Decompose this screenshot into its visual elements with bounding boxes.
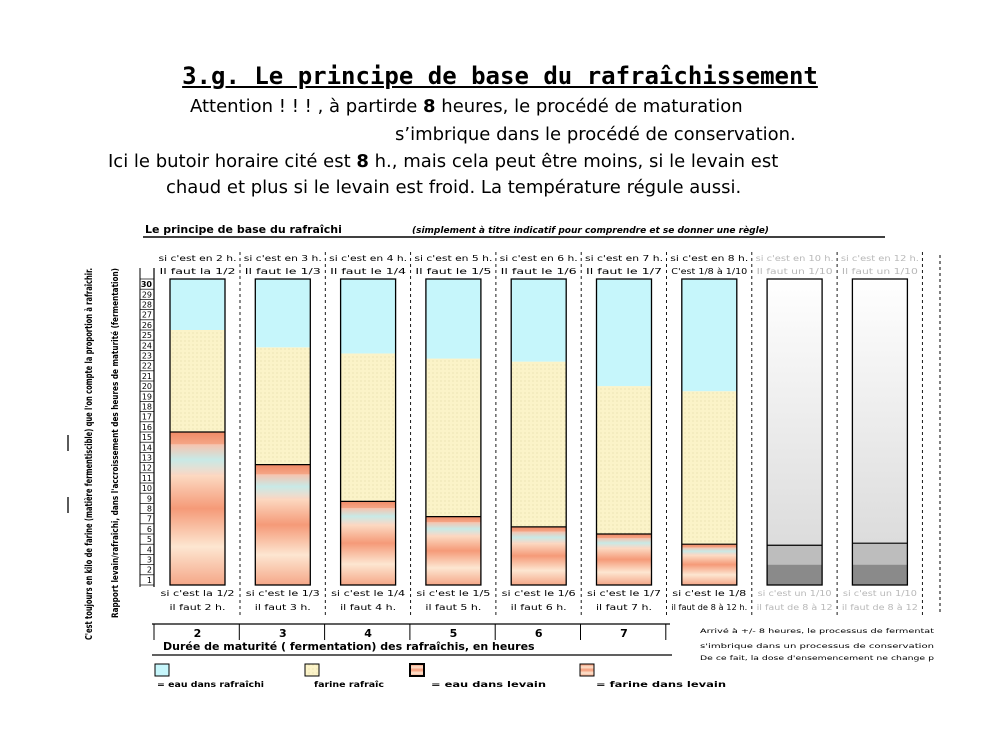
y-tick-label: 6 (146, 524, 152, 534)
x-axis-ticks (154, 624, 666, 640)
column-top-label: si c'est en 3 h. (243, 254, 322, 263)
subtitle-line-4: chaud et plus si le levain est froid. La température régule aussi. (166, 177, 742, 198)
slide-title: 3.g. Le principe de base du rafraîchissement (182, 62, 818, 90)
y-tick-label: 7 (146, 514, 152, 524)
legend-swatch (410, 664, 424, 676)
column-bottom-label: si c'est un 1/10 (842, 589, 917, 598)
column-top-label: Il faut le 1/3 (244, 267, 321, 276)
bar-segment-eau-dans-levain (682, 547, 737, 554)
column-bottom-label: il faut 4 h. (340, 603, 397, 612)
bar-segment-eau-dans-levain (852, 565, 907, 585)
y-tick-label: 2 (146, 565, 152, 575)
legend-label: farine rafraîc (314, 680, 385, 689)
y-tick-label: 3 (146, 555, 152, 565)
y-tick-label: 14 (141, 443, 152, 453)
legend (155, 664, 726, 689)
legend-label: = eau dans levain (431, 680, 547, 689)
bar-segment-farine-dans-levain (767, 545, 822, 564)
column-top-label: Il faut le 1/6 (500, 267, 577, 276)
y-axis (140, 279, 154, 585)
column-top-label: si c'est en 8 h. (670, 254, 749, 263)
y-tick-label: 18 (141, 402, 152, 412)
y-tick-label: 9 (146, 494, 152, 504)
y-tick-label: 4 (146, 545, 152, 555)
y-tick-label: 17 (141, 412, 152, 422)
bar-columns (159, 252, 923, 615)
bar-segment-farine-dans-levain (852, 543, 907, 564)
bar-segment-eau-dans-levain (767, 565, 822, 585)
column-bottom-label: si c'est le 1/6 (501, 589, 576, 598)
bar-segment-eau-dans-rafraichi (170, 279, 225, 330)
y-tick-label: 27 (141, 310, 152, 320)
y-tick-label: 10 (141, 484, 152, 494)
chart-subtitle: (simplement à titre indicatif pour comprendre et se donner une règle) (412, 226, 769, 236)
bar-segment-farine-rafraichi (426, 359, 481, 517)
y-tick-label: 5 (146, 535, 152, 545)
y-tick-label: 28 (141, 300, 152, 310)
column-top-label: Il faut le 1/4 (330, 267, 407, 276)
column-bottom-label: il faut de 8 à 12 (841, 603, 918, 612)
column-bottom-label: si c'est le 1/4 (331, 589, 406, 598)
bar-segment-empty (767, 279, 822, 545)
column-bottom-label: si c'est un 1/10 (757, 589, 832, 598)
chart-title: Le principe de base du rafraîchi (145, 223, 342, 236)
bar-segment-eau-dans-rafraichi (597, 279, 652, 386)
y-tick-label: 29 (141, 290, 152, 300)
y-tick-label: 11 (141, 473, 152, 483)
column-top-label: Il faut le 1/5 (415, 267, 492, 276)
column-top-label: si c'est en 4 h. (329, 254, 408, 263)
legend-label: = eau dans rafraîchi (157, 680, 265, 689)
legend-swatch (580, 664, 594, 676)
y-tick-label: 12 (141, 463, 152, 473)
bar-segment-eau-dans-levain (597, 538, 652, 548)
y-label-inner: Rapport levain/rafraîchi, dans l'accroissement des heures de maturité (fermentation) (111, 184, 121, 618)
annotation-notes (700, 627, 935, 662)
column-top-label: si c'est en 2 h. (158, 254, 237, 263)
bar-segment-eau-dans-rafraichi (426, 279, 481, 359)
y-tick-label: 30 (140, 280, 152, 290)
x-tick-label: 3 (278, 627, 287, 640)
x-tick-label: 5 (449, 627, 458, 640)
bar-segment-farine-rafraichi (511, 362, 566, 527)
column-bottom-label: si c'est le 1/5 (416, 589, 491, 598)
column-bottom-label: il faut 5 h. (425, 603, 482, 612)
y-tick-label: 26 (141, 320, 152, 330)
y-tick-label: 13 (141, 453, 152, 463)
y-label-outer: C'est toujours en kilo de farine (matière fermentiscible) que l'on compte la proportion à rafraîchir. (84, 112, 95, 640)
y-tick-label: 20 (141, 382, 152, 392)
y-tick-label: 15 (141, 433, 152, 443)
subtitle-line-2: s’imbrique dans le procédé de conservation. (395, 124, 796, 145)
column-bottom-label: il faut 3 h. (254, 603, 311, 612)
legend-swatch (305, 664, 319, 676)
column-bottom-label: si c'est le 1/7 (587, 589, 661, 598)
y-tick-label: 21 (141, 371, 152, 381)
column-bottom-label: si c'est le 1/3 (245, 589, 320, 598)
column-bottom-label: il faut 2 h. (169, 603, 226, 612)
column-bottom-label: il faut de 8 à 12 (756, 603, 833, 612)
column-bottom-label: si c'est la 1/2 (160, 589, 235, 598)
annotation-line: De ce fait, la dose d'ensemencement ne change p (700, 654, 934, 662)
bar-segment-eau-dans-levain (426, 522, 481, 535)
bar-segment-eau-dans-levain (511, 532, 566, 544)
bar-segment-eau-dans-rafraichi (255, 279, 310, 347)
column-top-label: si c'est en 6 h. (499, 254, 578, 263)
bar-segment-eau-dans-levain (341, 508, 396, 525)
y-tick-label: 19 (141, 392, 152, 402)
bar-segment-eau-dans-rafraichi (341, 279, 396, 353)
bar-segment-eau-dans-levain (255, 474, 310, 498)
column-top-label: Il faut le 1/7 (586, 267, 662, 276)
column-top-label: si c'est en 12 h. (840, 254, 919, 263)
x-axis-label: Durée de maturité ( fermentation) des rafraîchis, en heures (163, 640, 535, 653)
y-tick-label: 16 (141, 422, 152, 432)
x-tick-label: 7 (620, 627, 628, 640)
y-tick-label: 22 (141, 361, 152, 371)
bar-segment-farine-rafraichi (170, 330, 225, 432)
bar-segment-eau-dans-rafraichi (682, 279, 737, 391)
column-bottom-label: si c'est le 1/8 (672, 589, 747, 598)
annotation-line: s'imbrique dans un processus de conservation (700, 642, 934, 650)
column-top-label: si c'est en 5 h. (414, 254, 493, 263)
column-top-label: Il faut un 1/10 (841, 267, 918, 276)
y-tick-label: 1 (146, 575, 152, 585)
column-top-label: si c'est en 10 h. (755, 254, 834, 263)
column-top-label: Il faut un 1/10 (756, 267, 833, 276)
subtitle-line-1: Attention ! ! ! , à partirde 8 heures, le procédé de maturation (190, 96, 743, 117)
subtitle-line-3: Ici le butoir horaire cité est 8 h., mais cela peut être moins, si le levain est (108, 151, 779, 172)
column-top-label: si c'est en 7 h. (585, 254, 663, 263)
column-bottom-label: il faut de 8 à 12 h. (671, 603, 748, 612)
y-tick-label: 24 (141, 341, 152, 351)
column-top-label: C'est 1/8 à 1/10 (671, 267, 748, 276)
legend-swatch (155, 664, 169, 676)
x-tick-label: 4 (364, 627, 372, 640)
x-tick-label: 6 (534, 627, 543, 640)
annotation-line: Arrivé à +/- 8 heures, le processus de fermentat (700, 627, 935, 635)
y-tick-label: 8 (146, 504, 152, 514)
bar-segment-empty (852, 279, 907, 543)
bar-segment-farine-rafraichi (597, 386, 652, 534)
bar-segment-farine-rafraichi (682, 391, 737, 544)
bar-segment-eau-dans-rafraichi (511, 279, 566, 362)
column-bottom-label: il faut 6 h. (510, 603, 567, 612)
column-top-label: Il faut la 1/2 (159, 267, 236, 276)
x-tick-label: 2 (193, 627, 202, 640)
bar-segment-farine-rafraichi (255, 347, 310, 464)
legend-label: = farine dans levain (596, 680, 727, 689)
column-bottom-label: il faut 7 h. (596, 603, 652, 612)
bar-segment-eau-dans-levain (170, 444, 225, 475)
y-tick-label: 23 (141, 351, 152, 361)
y-tick-label: 25 (141, 331, 152, 341)
bar-segment-farine-rafraichi (341, 353, 396, 501)
